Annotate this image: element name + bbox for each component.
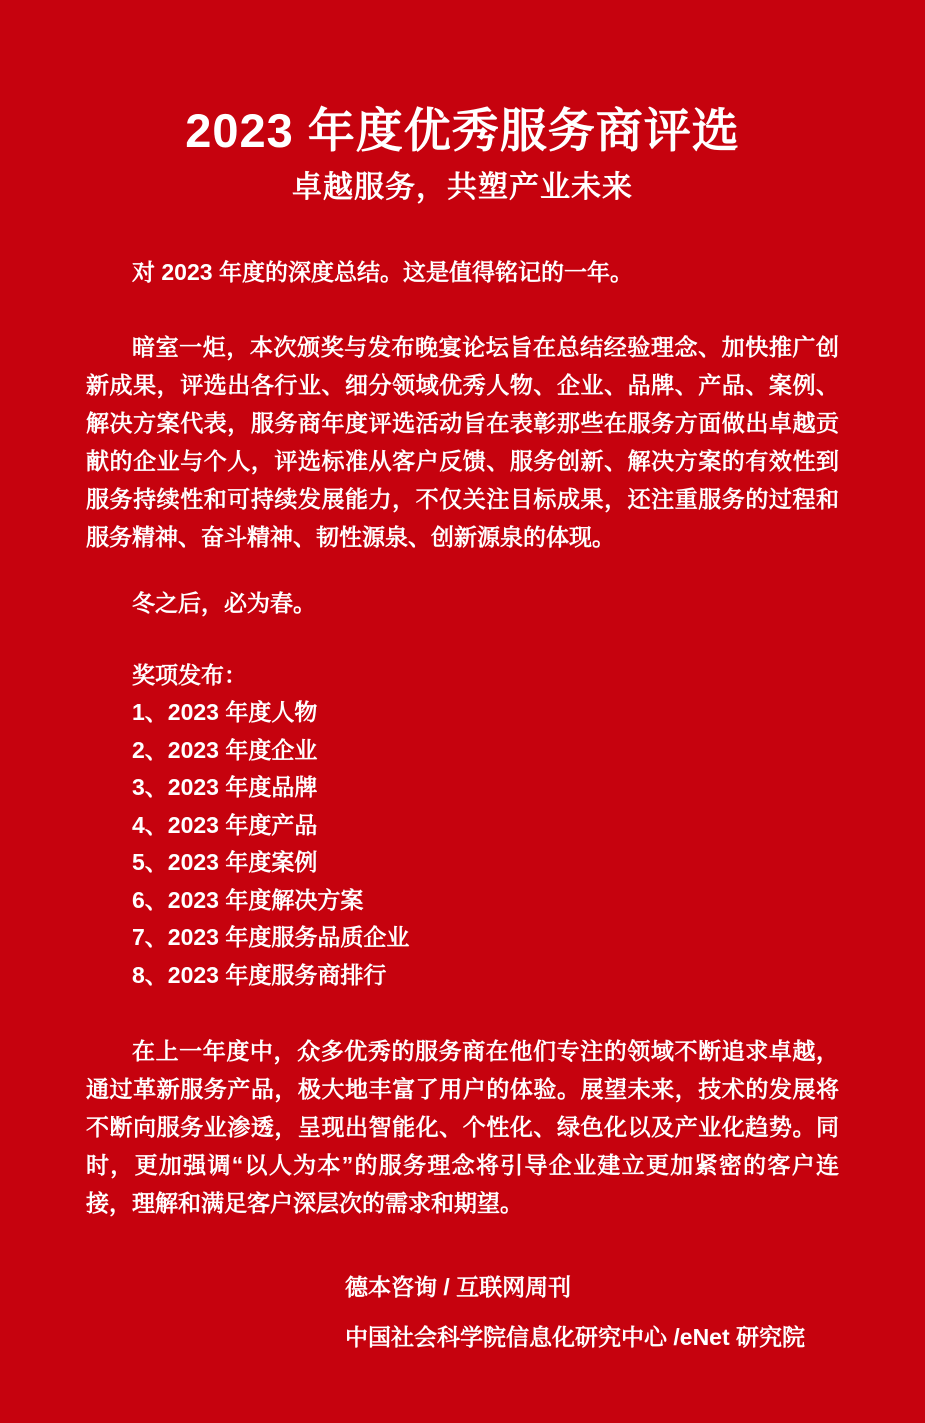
intro-paragraph: 对 2023 年度的深度总结。这是值得铭记的一年。 xyxy=(132,259,633,285)
awards-list xyxy=(86,694,839,994)
footer xyxy=(86,1262,839,1362)
awards-heading: 奖项发布： xyxy=(132,662,247,688)
footer-publisher-line: 德本咨询 / 互联网周刊 xyxy=(345,1274,572,1300)
award-item-5: 5、2023 年度案例 xyxy=(132,849,318,875)
award-item-7: 7、2023 年度服务品质企业 xyxy=(132,924,410,950)
winter-paragraph: 冬之后，必为春。 xyxy=(132,590,316,616)
award-item-3: 3、2023 年度品牌 xyxy=(132,774,318,800)
main-paragraph: 暗室一炬，本次颁奖与发布晚宴论坛旨在总结经验理念、加快推广创新成果，评选出各行业、细分领域优秀人物、企业、品牌、产品、案例、解决方案代表，服务商年度评选活动旨在表彰那些在服务方面做出卓越贡献的企业与个人，评选标准从客户反馈、服务创新、解决方案的有效性到服务持续性和可持续发展能力，不仅关注目标成果，还注重服务的过程和服务精神、奋斗精神、韧性源泉、创新源泉的体现。 xyxy=(86,334,839,550)
award-item-1: 1、2023 年度人物 xyxy=(132,699,318,725)
closing-paragraph: 在上一年度中，众多优秀的服务商在他们专注的领域不断追求卓越，通过革新服务产品，极大地丰富了用户的体验。展望未来，技术的发展将不断向服务业渗透，呈现出智能化、个性化、绿色化以及产业化趋势。同时，更加强调“以人为本”的服务理念将引导企业建立更加紧密的客户连接，理解和满足客户深层次的需求和期望。 xyxy=(86,1038,839,1216)
award-item-6: 6、2023 年度解决方案 xyxy=(132,886,364,913)
award-item-4: 4、2023 年度产品 xyxy=(132,811,318,838)
award-item-2: 2、2023 年度企业 xyxy=(132,736,318,763)
page-title: 2023 年度优秀服务商评选 xyxy=(185,104,740,157)
footer-institute-line: 中国社会科学院信息化研究中心 /eNet 研究院 xyxy=(345,1324,806,1350)
award-item-8: 8、2023 年度服务商排行 xyxy=(132,961,387,988)
page-subtitle: 卓越服务，共塑产业未来 xyxy=(292,171,633,204)
